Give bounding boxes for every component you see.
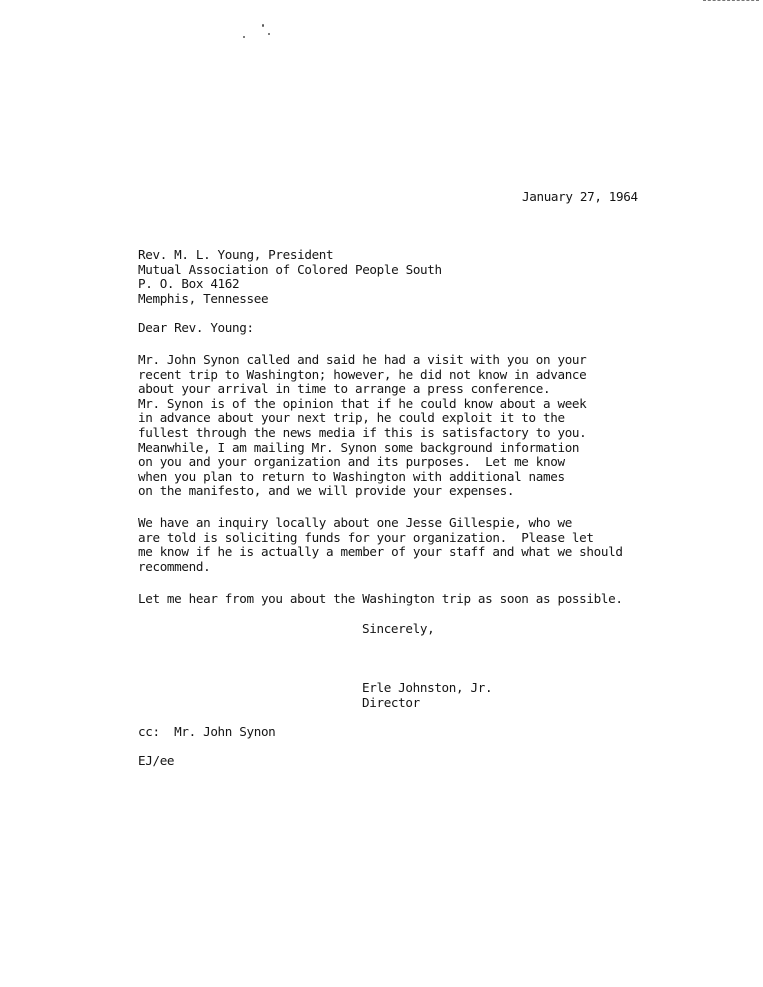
paragraph-line: Mr. Synon is of the opinion that if he could know about a week <box>138 395 587 411</box>
cc-line <box>138 725 275 740</box>
salutation-text: Dear Rev. Young: <box>138 320 254 335</box>
cc-text: cc: Mr. John Synon <box>138 724 276 739</box>
recipient-line: Rev. M. L. Young, President <box>138 247 334 262</box>
closing: Sincerely, <box>362 621 435 636</box>
paragraph-line: recommend. <box>138 558 211 574</box>
paragraph-line: in advance about your next trip, he could exploit it to the <box>138 410 565 426</box>
recipient-line: P. O. Box 4162 <box>138 276 240 292</box>
scan-speck <box>268 33 270 35</box>
paragraph-3 <box>138 592 623 607</box>
paragraph-line: fullest through the news media if this is satisfactory to you. <box>138 424 587 440</box>
initials-text: EJ/ee <box>138 753 175 768</box>
paragraph-line: when you plan to return to Washington with additional names <box>138 468 565 484</box>
paragraph-line: Let me hear from you about the Washington trip as soon as possible. <box>138 591 623 606</box>
recipient-line: Mutual Association of Colored People South <box>138 261 442 277</box>
signer-title: Director <box>362 694 420 710</box>
recipient-address <box>138 248 442 306</box>
paragraph-line: are told is soliciting funds for your organization. Please let <box>138 529 594 545</box>
scan-speck <box>243 36 245 38</box>
letter-date: January 27, 1964 <box>522 189 638 204</box>
paragraph-line: We have an inquiry locally about one Jesse Gillespie, who we <box>138 515 572 530</box>
paragraph-line: on you and your organization and its purposes. Let me know <box>138 454 565 470</box>
paragraph-line: recent trip to Washington; however, he did not know in advance <box>138 366 587 382</box>
scan-edge-mark <box>703 0 759 2</box>
paragraph-line: Meanwhile, I am mailing Mr. Synon some background information <box>138 439 580 455</box>
typist-initials <box>138 754 174 769</box>
signature-block <box>362 681 492 710</box>
paragraph-2 <box>138 516 623 574</box>
signer-name: Erle Johnston, Jr. <box>362 680 493 695</box>
paragraph-1 <box>138 353 586 499</box>
paragraph-line: about your arrival in time to arrange a press conference. <box>138 381 551 397</box>
paragraph-line: me know if he is actually a member of your staff and what we should <box>138 544 623 560</box>
scan-speck <box>262 24 264 27</box>
salutation <box>138 321 254 336</box>
paragraph-line: Mr. John Synon called and said he had a visit with you on your <box>138 352 587 367</box>
recipient-line: Memphis, Tennessee <box>138 290 269 306</box>
paragraph-line: on the manifesto, and we will provide your expenses. <box>138 483 515 499</box>
